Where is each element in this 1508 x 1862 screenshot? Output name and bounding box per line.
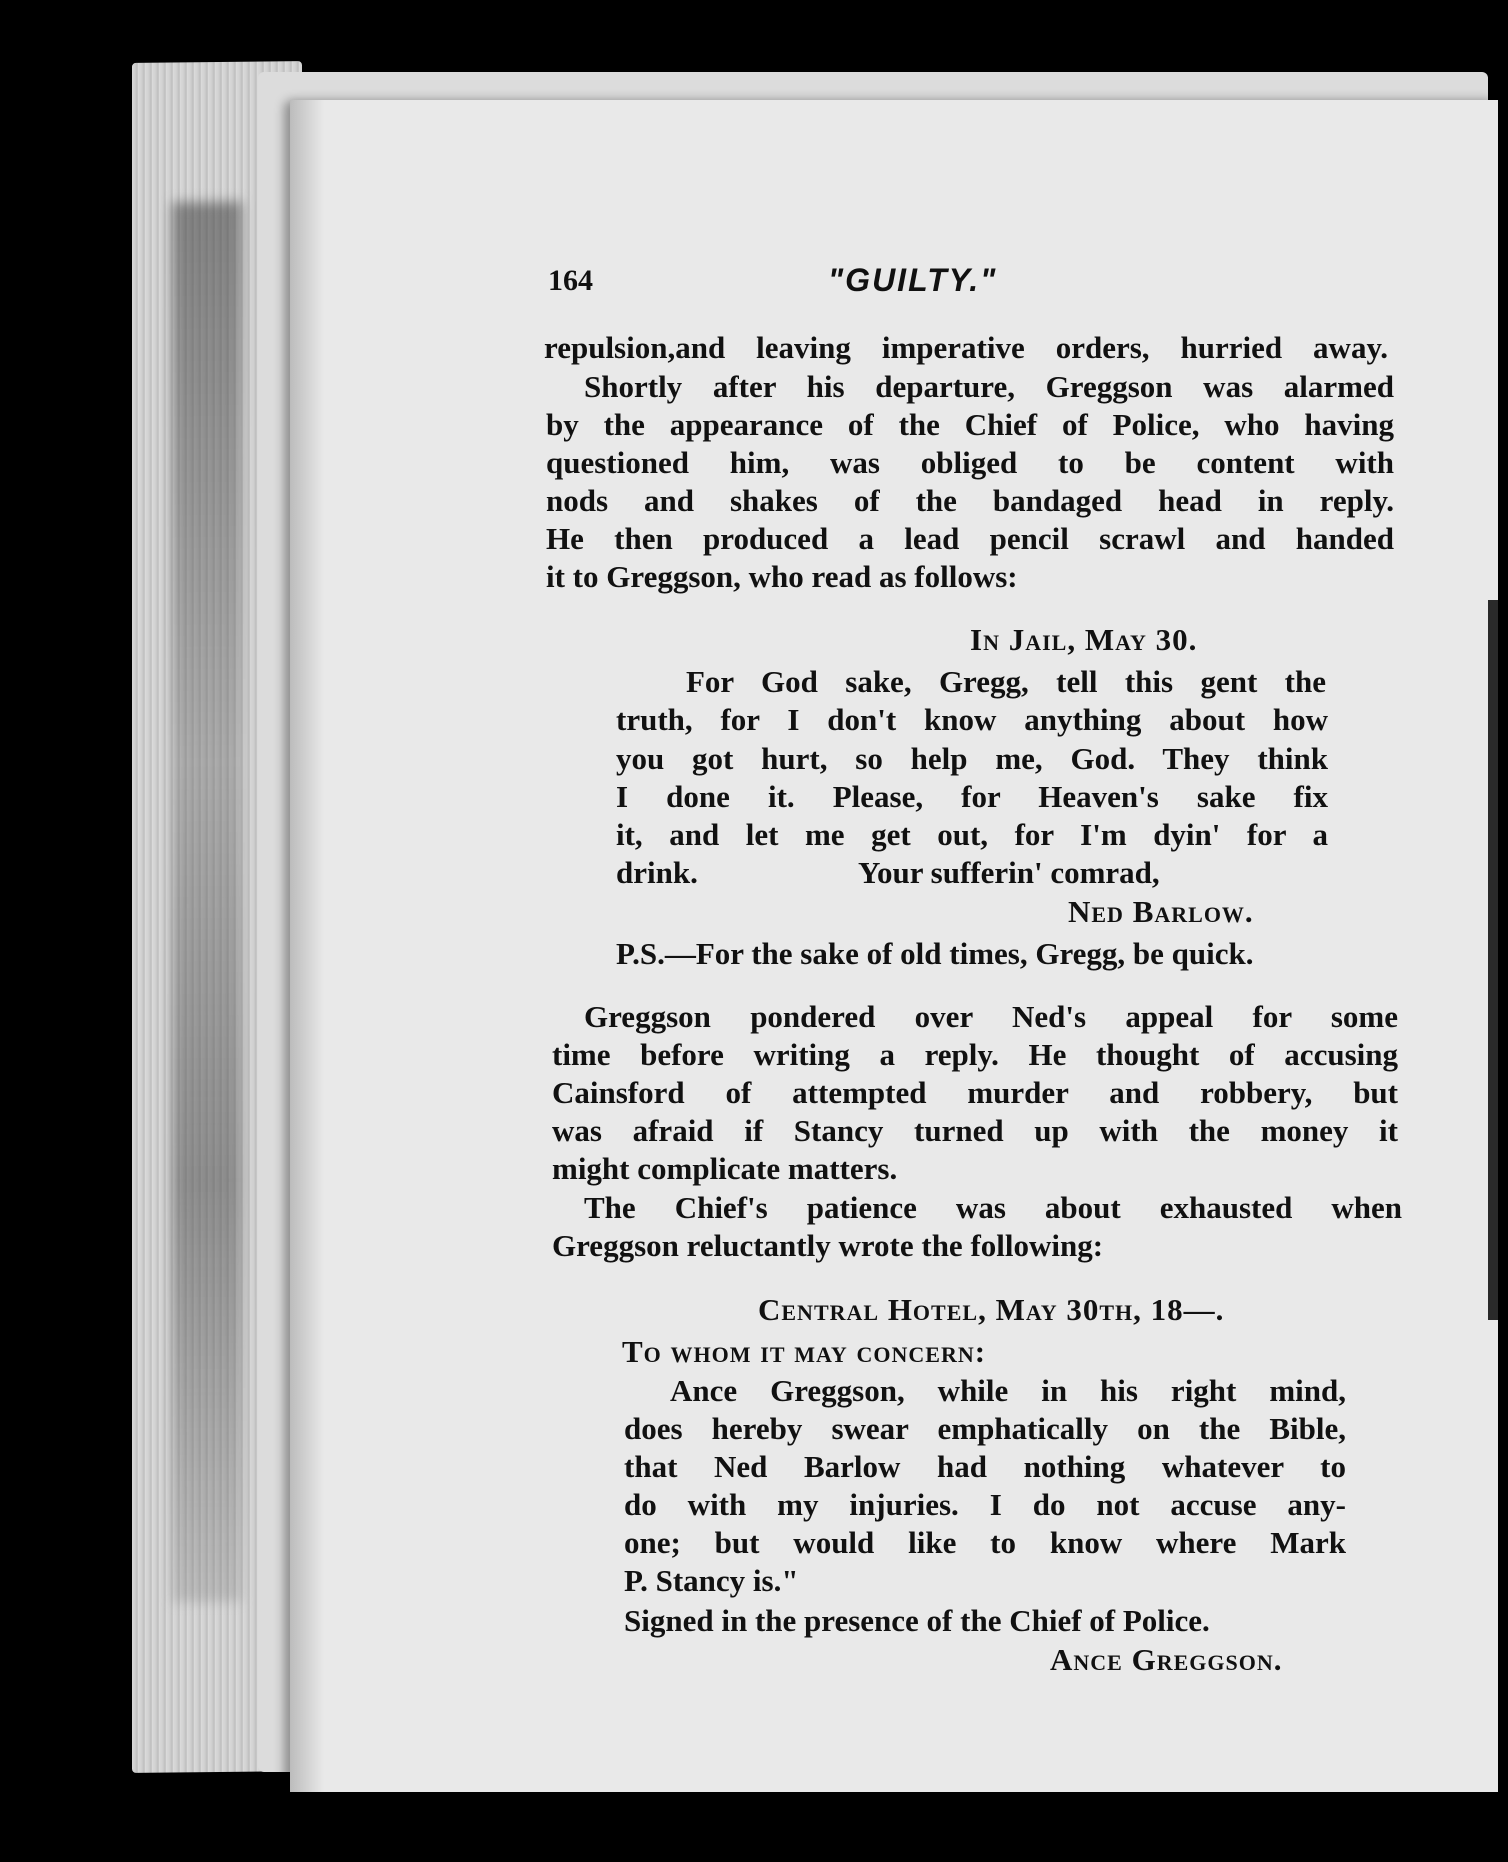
- body-line: The Chief's patience was about exhausted when: [584, 1190, 1402, 1225]
- body-line: might complicate matters.: [552, 1151, 898, 1186]
- body-line: by the appearance of the Chief of Police, who having: [546, 407, 1394, 442]
- body-line: repulsion,and leaving imperative orders, hurried away.: [544, 330, 1388, 365]
- letter-closing: Your sufferin' comrad,: [858, 855, 1160, 890]
- body-line: time before writing a reply. He thought of accusing: [552, 1037, 1398, 1072]
- body-line: it to Greggson, who read as follows:: [546, 559, 1018, 594]
- letter-line: you got hurt, so help me, God. They think: [616, 741, 1328, 776]
- body-line: Cainsford of attempted murder and robbery, but: [552, 1075, 1398, 1110]
- book-page: [290, 100, 1498, 1792]
- letter-postscript: P.S.—For the sake of old times, Gregg, be quick.: [616, 936, 1254, 971]
- body-line: He then produced a lead pencil scrawl and handed: [546, 521, 1394, 556]
- page-text: [290, 100, 1498, 1792]
- letter-line: drink.: [616, 855, 698, 890]
- body-line: Greggson pondered over Ned's appeal for some: [584, 999, 1398, 1034]
- letter-salutation: To whom it may concern:: [622, 1334, 987, 1369]
- body-line: was afraid if Stancy turned up with the money it: [552, 1113, 1398, 1148]
- page-number: 164: [548, 264, 593, 297]
- letter-attestation: Signed in the presence of the Chief of Police.: [624, 1603, 1210, 1638]
- letter-line: P. Stancy is.": [624, 1563, 799, 1598]
- letter-line: I done it. Please, for Heaven's sake fix: [616, 779, 1328, 814]
- letter-signature: Ned Barlow.: [1068, 894, 1254, 929]
- letter-line: that Ned Barlow had nothing whatever to: [624, 1449, 1346, 1484]
- letter-signature: Ance Greggson.: [1050, 1642, 1283, 1677]
- letter-dateline: Central Hotel, May 30th, 18—.: [758, 1292, 1225, 1327]
- letter-line: one; but would like to know where Mark: [624, 1525, 1346, 1560]
- running-head: "GUILTY.": [828, 262, 998, 298]
- letter-line: do with my injuries. I do not accuse any-: [624, 1487, 1346, 1522]
- letter-line: it, and let me get out, for I'm dyin' for a: [616, 817, 1328, 852]
- body-line: Greggson reluctantly wrote the following:: [552, 1228, 1104, 1263]
- body-line: Shortly after his departure, Greggson was alarmed: [584, 369, 1394, 404]
- letter-line: Ance Greggson, while in his right mind,: [670, 1373, 1346, 1408]
- letter-line: For God sake, Gregg, tell this gent the: [686, 664, 1326, 699]
- body-line: questioned him, was obliged to be content with: [546, 445, 1394, 480]
- book-edge-shadow: [172, 202, 242, 1603]
- letter-line: truth, for I don't know anything about how: [616, 702, 1328, 737]
- letter-dateline: In Jail, May 30.: [970, 622, 1198, 657]
- body-line: nods and shakes of the bandaged head in reply.: [546, 483, 1394, 518]
- letter-line: does hereby swear emphatically on the Bible,: [624, 1411, 1346, 1446]
